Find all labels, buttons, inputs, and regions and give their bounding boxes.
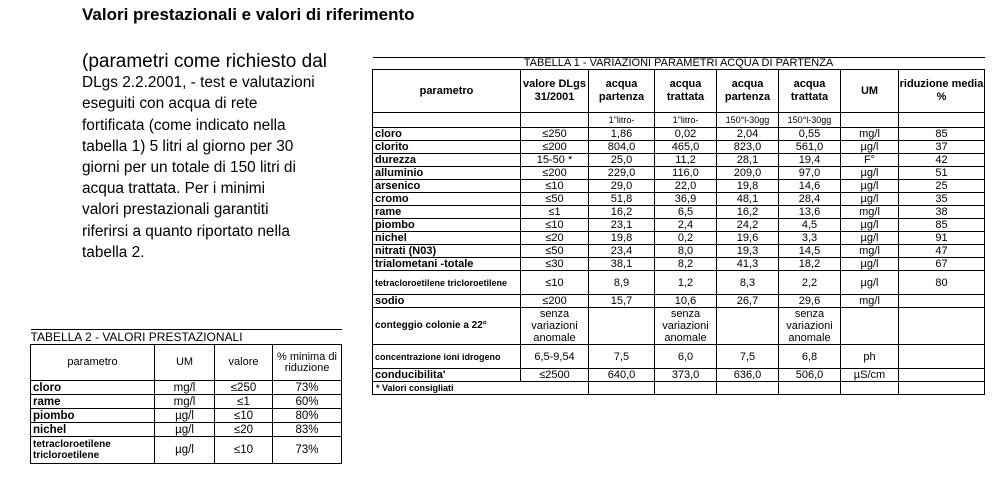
cell: 60% — [273, 395, 342, 409]
cell: 37 — [899, 141, 985, 154]
cell: 465,0 — [655, 141, 717, 154]
cell: 35 — [899, 193, 985, 206]
table-row — [373, 141, 985, 154]
cell: mg/l — [841, 245, 899, 258]
cell: 83% — [273, 423, 342, 437]
cell: 16,2 — [717, 206, 779, 219]
cell: mg/l — [155, 395, 215, 409]
table-row — [373, 232, 985, 245]
page-title: Valori prestazionali e valori di riferimento — [82, 5, 415, 24]
cell: 636,0 — [717, 369, 779, 382]
cell: rame — [31, 395, 155, 409]
cell: clorito — [373, 141, 521, 154]
cell: 25 — [899, 180, 985, 193]
cell: 29,6 — [779, 295, 841, 308]
table-row — [373, 167, 985, 180]
cell: 15,7 — [589, 295, 655, 308]
cell: 67 — [899, 258, 985, 271]
header-cell: acqua trattata — [655, 70, 717, 113]
cell — [841, 308, 899, 345]
cell: ≤20 — [521, 232, 589, 245]
cell: ≤50 — [521, 193, 589, 206]
cell: cromo — [373, 193, 521, 206]
cell: 25,0 — [589, 154, 655, 167]
cell — [899, 295, 985, 308]
table-row — [373, 258, 985, 271]
header-cell: UM — [155, 345, 215, 381]
cell: 804,0 — [589, 141, 655, 154]
cell: 22,0 — [655, 180, 717, 193]
cell: 24,2 — [717, 219, 779, 232]
cell: 91 — [899, 232, 985, 245]
header-cell: acqua trattata — [779, 70, 841, 113]
cell: cloro — [373, 128, 521, 141]
cell: ≤1 — [521, 206, 589, 219]
table-2-caption: TABELLA 2 - VALORI PRESTAZIONALI — [31, 330, 342, 345]
table-1-header-row — [373, 70, 985, 113]
cell: senza variazioni anomale — [655, 308, 717, 345]
cell: 38,1 — [589, 258, 655, 271]
cell — [589, 308, 655, 345]
cell: 47 — [899, 245, 985, 258]
cell: ≤10 — [521, 271, 589, 295]
cell: 229,0 — [589, 167, 655, 180]
table-row — [373, 193, 985, 206]
subheader-cell — [521, 113, 589, 128]
table-row — [373, 245, 985, 258]
cell: mg/l — [841, 128, 899, 141]
cell: mg/l — [841, 206, 899, 219]
cell: senza variazioni anomale — [779, 308, 841, 345]
cell: ≤10 — [215, 437, 273, 464]
cell: 6,0 — [655, 345, 717, 369]
footnote: * Valori consigliati — [373, 382, 589, 395]
cell — [899, 369, 985, 382]
cell: 1,2 — [655, 271, 717, 295]
cell: µg/l — [841, 141, 899, 154]
cell: µg/l — [841, 219, 899, 232]
cell: ≤10 — [521, 180, 589, 193]
cell — [899, 345, 985, 369]
table-2 — [30, 329, 342, 464]
cell — [717, 308, 779, 345]
paragraph-line: giorni per un totale di 150 litri di — [82, 159, 296, 177]
table-row — [373, 128, 985, 141]
header-cell: valore DLgs 31/2001 — [521, 70, 589, 113]
cell: 7,5 — [717, 345, 779, 369]
table-row — [31, 395, 342, 409]
cell: 14,6 — [779, 180, 841, 193]
cell: µg/l — [841, 271, 899, 295]
subheader-cell: 150°l-30gg — [717, 113, 779, 128]
cell: 13,6 — [779, 206, 841, 219]
cell: 11,2 — [655, 154, 717, 167]
cell: tetracloroetilene tricloroetilene — [31, 437, 155, 464]
paragraph-line: fortificata (come indicato nella — [82, 116, 286, 134]
cell: ≤2500 — [521, 369, 589, 382]
header-cell: acqua partenza — [589, 70, 655, 113]
cell: trialometani -totale — [373, 258, 521, 271]
cell: ≤50 — [521, 245, 589, 258]
cell: 2,04 — [717, 128, 779, 141]
cell: ≤200 — [521, 295, 589, 308]
cell: 73% — [273, 437, 342, 464]
cell: 26,7 — [717, 295, 779, 308]
cell: 38 — [899, 206, 985, 219]
cell: µg/l — [841, 258, 899, 271]
cell: alluminio — [373, 167, 521, 180]
paragraph-line: valori prestazionali garantiti — [82, 201, 269, 219]
cell: 6,5-9,54 — [521, 345, 589, 369]
paragraph-line: acqua trattata. Per i minimi — [82, 180, 266, 198]
table-row — [373, 369, 985, 382]
table-1-footnote-row — [373, 382, 985, 395]
cell: ≤250 — [215, 381, 273, 395]
table-row — [31, 381, 342, 395]
subheader-cell: 1"litro- — [655, 113, 717, 128]
cell: ≤10 — [521, 219, 589, 232]
cell: tetracloroetilene tricloroetilene — [373, 271, 521, 295]
paragraph-line: tabella 2. — [82, 243, 145, 261]
cell: 14,5 — [779, 245, 841, 258]
cell: rame — [373, 206, 521, 219]
cell: mg/l — [155, 381, 215, 395]
table-1-caption: TABELLA 1 - VARIAZIONI PARAMETRI ACQUA DI PARTENZA — [373, 57, 985, 70]
cell: nichel — [31, 423, 155, 437]
cell: 0,2 — [655, 232, 717, 245]
header-cell: acqua partenza — [717, 70, 779, 113]
table-2-header-row — [31, 345, 342, 381]
cell: durezza — [373, 154, 521, 167]
cell: 19,3 — [717, 245, 779, 258]
cell: ≤20 — [215, 423, 273, 437]
cell: conducibilita' — [373, 369, 521, 382]
cell: 28,4 — [779, 193, 841, 206]
cell: concentrazione ioni idrogeno — [373, 345, 521, 369]
cell: 2,4 — [655, 219, 717, 232]
cell: 51 — [899, 167, 985, 180]
cell: 80 — [899, 271, 985, 295]
cell: conteggio colonie a 22° — [373, 308, 521, 345]
header-cell: riduzione media % — [899, 70, 985, 113]
cell: µg/l — [155, 423, 215, 437]
cell: 640,0 — [589, 369, 655, 382]
cell: arsenico — [373, 180, 521, 193]
header-cell: parametro — [31, 345, 155, 381]
cell: µS/cm — [841, 369, 899, 382]
cell: 10,6 — [655, 295, 717, 308]
cell: 80% — [273, 409, 342, 423]
cell: F° — [841, 154, 899, 167]
header-cell: parametro — [373, 70, 521, 113]
cell: 19,8 — [589, 232, 655, 245]
cell: 19,4 — [779, 154, 841, 167]
cell: 8,2 — [655, 258, 717, 271]
subheader-cell: 150°l-30gg — [779, 113, 841, 128]
cell: cloro — [31, 381, 155, 395]
cell: 0,55 — [779, 128, 841, 141]
cell: 6,5 — [655, 206, 717, 219]
cell: nichel — [373, 232, 521, 245]
cell: µg/l — [841, 232, 899, 245]
table-row — [373, 295, 985, 308]
table-row — [373, 308, 985, 345]
table-row — [373, 271, 985, 295]
cell: 29,0 — [589, 180, 655, 193]
cell: µg/l — [841, 167, 899, 180]
cell: ≤1 — [215, 395, 273, 409]
table-row — [31, 437, 342, 464]
cell: 1,86 — [589, 128, 655, 141]
cell: 42 — [899, 154, 985, 167]
cell: ≤30 — [521, 258, 589, 271]
table-row — [373, 206, 985, 219]
cell: nitrati (N03) — [373, 245, 521, 258]
cell: 41,3 — [717, 258, 779, 271]
cell: µg/l — [155, 437, 215, 464]
cell: µg/l — [841, 193, 899, 206]
cell: 16,2 — [589, 206, 655, 219]
paragraph-line: tabella 1) 5 litri al giorno per 30 — [82, 137, 294, 155]
cell: 15-50 * — [521, 154, 589, 167]
cell: 561,0 — [779, 141, 841, 154]
subheader-cell: 1"litro- — [589, 113, 655, 128]
cell: 28,1 — [717, 154, 779, 167]
cell — [899, 308, 985, 345]
cell: piombo — [31, 409, 155, 423]
cell: 823,0 — [717, 141, 779, 154]
cell: 51,8 — [589, 193, 655, 206]
cell: 8,3 — [717, 271, 779, 295]
paragraph-line: (parametri come richiesto dal — [82, 51, 327, 72]
cell: 36,9 — [655, 193, 717, 206]
cell: senza variazioni anomale — [521, 308, 589, 345]
cell: 4,5 — [779, 219, 841, 232]
cell: ≤250 — [521, 128, 589, 141]
subheader-cell — [841, 113, 899, 128]
cell: 8,9 — [589, 271, 655, 295]
cell: 23,4 — [589, 245, 655, 258]
table-row — [31, 409, 342, 423]
cell: 116,0 — [655, 167, 717, 180]
cell: 8,0 — [655, 245, 717, 258]
cell: 7,5 — [589, 345, 655, 369]
table-row — [31, 423, 342, 437]
cell: ≤200 — [521, 141, 589, 154]
cell: 2,2 — [779, 271, 841, 295]
cell: 6,8 — [779, 345, 841, 369]
cell: mg/l — [841, 295, 899, 308]
cell: 85 — [899, 128, 985, 141]
cell: µg/l — [841, 180, 899, 193]
header-cell: valore — [215, 345, 273, 381]
cell: 23,1 — [589, 219, 655, 232]
table-1-subheader-row — [373, 113, 985, 128]
cell: ≤10 — [215, 409, 273, 423]
cell: 73% — [273, 381, 342, 395]
paragraph-line: DLgs 2.2.2001, - test e valutazioni — [82, 74, 315, 92]
table-row — [373, 345, 985, 369]
cell: sodio — [373, 295, 521, 308]
header-cell: UM — [841, 70, 899, 113]
cell: 48,1 — [717, 193, 779, 206]
table-row — [373, 180, 985, 193]
paragraph-line: riferirsi a quanto riportato nella — [82, 222, 290, 240]
cell: µg/l — [155, 409, 215, 423]
cell: 0,02 — [655, 128, 717, 141]
cell: piombo — [373, 219, 521, 232]
cell: 97,0 — [779, 167, 841, 180]
cell: 19,6 — [717, 232, 779, 245]
cell: ≤200 — [521, 167, 589, 180]
table-1 — [372, 57, 985, 395]
cell: 506,0 — [779, 369, 841, 382]
subheader-cell — [373, 113, 521, 128]
cell: 18,2 — [779, 258, 841, 271]
cell: 373,0 — [655, 369, 717, 382]
table-row — [373, 219, 985, 232]
cell: 85 — [899, 219, 985, 232]
description-paragraph — [82, 51, 362, 263]
cell: 209,0 — [717, 167, 779, 180]
header-cell: % minima di riduzione — [273, 345, 342, 381]
paragraph-line: eseguiti con acqua di rete — [82, 95, 258, 113]
subheader-cell — [899, 113, 985, 128]
cell: 19,8 — [717, 180, 779, 193]
cell: 3,3 — [779, 232, 841, 245]
cell: ph — [841, 345, 899, 369]
table-row — [373, 154, 985, 167]
